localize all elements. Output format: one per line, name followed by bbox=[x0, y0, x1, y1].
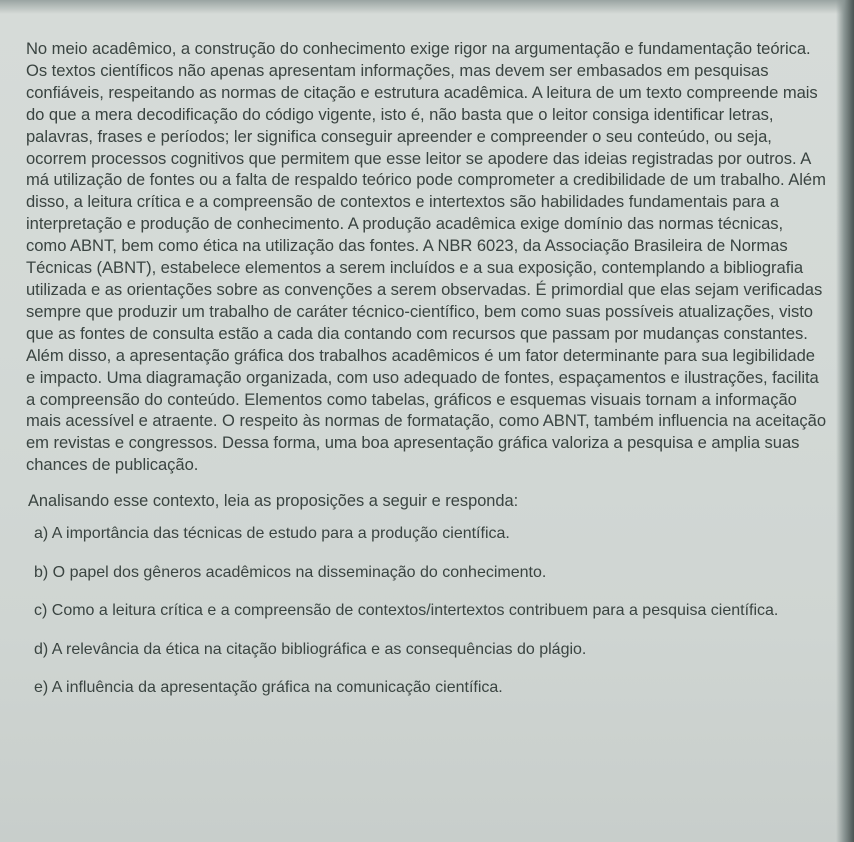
monitor-bezel-top bbox=[0, 0, 854, 14]
question-content bbox=[26, 38, 826, 698]
monitor-bezel-right bbox=[836, 0, 854, 842]
option-c[interactable]: c) Como a leitura crítica e a compreensão de contextos/intertextos contribuem para a pesquisa científica. bbox=[34, 602, 779, 620]
option-e[interactable]: e) A influência da apresentação gráfica na comunicação científica. bbox=[34, 679, 503, 697]
question-prompt: Analisando esse contexto, leia as proposições a seguir e responda: bbox=[28, 492, 519, 511]
option-d[interactable]: d) A relevância da ética na citação bibliográfica e as consequências do plágio. bbox=[34, 640, 587, 658]
context-paragraph: No meio acadêmico, a construção do conhecimento exige rigor na argumentação e fundamentação teórica. Os textos científicos não apenas apresentam informações, mas devem ser embasados em pesquisas confiáveis, respeitando as normas de citação e estrutura acadêmica. A leitura de um texto compreende mais do que a mera decodificação do código vigente, isto é, não basta que o leitor consiga identificar letras, palavras, frases e períodos; ler significa conseguir apreender e compreender o seu conteúdo, ou seja, ocorrem processos cognitivos que permitem que esse leitor se apodere das ideias registradas por outros. A má utilização de fontes ou a falta de respaldo teórico pode comprometer a credibilidade de um trabalho. Além disso, a leitura crítica e a compreensão de contextos e intertextos são habilidades fundamentais para a interpretação e produção de conhecimento. A produção acadêmica exige domínio das normas técnicas, como ABNT, bem como ética na utilização das fontes. A NBR 6023, da Associação Brasileira de Normas Técnicas (ABNT), estabelece elementos a serem incluídos e a sua exposição, contemplando a bibliografia utilizada e as orientações sobre as convenções a serem observadas. É primordial que elas sejam verificadas sempre que produzir um trabalho de caráter técnico-científico, bem como suas possíveis atualizações, visto que as fontes de consulta estão a cada dia contando com recursos que passam por mudanças constantes. Além disso, a apresentação gráfica dos trabalhos acadêmicos é um fator determinante para sua legibilidade e impacto. Uma diagramação organizada, com uso adequado de fontes, espaçamentos e ilustrações, facilita a compreensão do conteúdo. Elementos como tabelas, gráficos e esquemas visuais tornam a informação mais acessível e atraente. O respeito às normas de formatação, como ABNT, também influencia na aceitação em revistas e congressos. Dessa forma, uma boa apresentação gráfica valoriza a pesquisa e amplia suas chances de publicação. bbox=[26, 39, 826, 475]
answer-options bbox=[26, 524, 826, 698]
option-a[interactable]: a) A importância das técnicas de estudo para a produção científica. bbox=[34, 525, 510, 543]
option-b[interactable]: b) O papel dos gêneros acadêmicos na disseminação do conhecimento. bbox=[34, 563, 547, 581]
